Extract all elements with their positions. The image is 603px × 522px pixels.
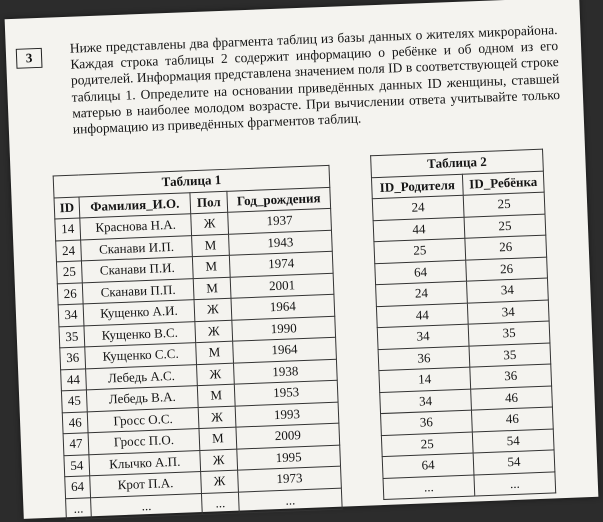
- table-2-cell: 14: [379, 367, 471, 392]
- table-1-cell: ...: [238, 488, 342, 513]
- table-2-cell: 35: [469, 343, 551, 368]
- table-2-cell: 24: [376, 281, 468, 306]
- table-1-cell: ...: [91, 493, 203, 519]
- table-1-cell: 26: [57, 282, 83, 304]
- table-1-cell: Гросс П.О.: [88, 429, 200, 455]
- table-2-cell: 44: [373, 217, 465, 242]
- table-1-cell: Кущенко В.С.: [84, 321, 196, 347]
- table-2-cell: 35: [468, 321, 550, 346]
- table-2-header-0: ID_Родителя: [371, 174, 463, 199]
- table-2-cell: 26: [465, 235, 547, 260]
- table-1-header-1: Фамилия_И.О.: [79, 192, 191, 218]
- table-1-cell: 1964: [233, 337, 337, 362]
- table-2-cell: 64: [382, 453, 474, 478]
- table-2-cell: 34: [467, 278, 549, 303]
- table-1-cell: 24: [56, 239, 82, 261]
- table-1-cell: Ж: [194, 298, 232, 321]
- table-2-cell: ...: [474, 471, 556, 496]
- table-1-cell: Краснова Н.А.: [80, 214, 192, 240]
- table-2-cell: 34: [467, 300, 549, 325]
- table-1-cell: 1953: [234, 380, 338, 405]
- table-1-caption: Таблица 1: [53, 165, 330, 197]
- table-1-cell: 1990: [232, 316, 336, 341]
- table-2-cell: 25: [374, 238, 466, 263]
- table-1-cell: 25: [56, 261, 82, 283]
- table-1-cell: М: [192, 255, 230, 278]
- table-1-cell: 1937: [228, 208, 332, 233]
- table-1-cell: Ж: [195, 320, 233, 343]
- table-2-cell: ...: [383, 475, 475, 500]
- table-1-cell: 1973: [238, 466, 342, 491]
- table-1-cell: 34: [58, 304, 84, 326]
- table-1-cell: Гросс О.С.: [87, 407, 199, 433]
- table-1-cell: 1974: [229, 251, 333, 276]
- table-1-cell: 1964: [231, 294, 335, 319]
- table-1-cell: 64: [65, 476, 91, 498]
- table-1-cell: 46: [62, 411, 88, 433]
- table-1-cell: 1993: [235, 402, 339, 427]
- table-2: [370, 149, 556, 500]
- table-1-cell: 36: [60, 347, 86, 369]
- table-2-cell: 46: [471, 407, 553, 432]
- table-1-cell: 1995: [237, 445, 341, 470]
- table-1-header-3: Год_рождения: [227, 187, 331, 212]
- table-2-caption: Таблица 2: [371, 149, 544, 177]
- table-1-cell: 54: [64, 454, 90, 476]
- table-1-cell: Кущенко А.И.: [83, 300, 195, 326]
- table-1-cell: Ж: [201, 470, 239, 493]
- table-1: [53, 165, 343, 520]
- table-2-cell: 34: [380, 389, 472, 414]
- exam-page: [5, 0, 599, 519]
- table-2-cell: 36: [470, 364, 552, 389]
- table-1-header-0: ID: [54, 196, 80, 218]
- table-2-cell: 34: [377, 324, 469, 349]
- table-1-cell: ...: [201, 492, 239, 515]
- table-2-cell: 26: [466, 257, 548, 282]
- table-2-cell: 64: [375, 260, 467, 285]
- table-1-cell: Клычко А.П.: [89, 450, 201, 476]
- table-1-cell: М: [196, 341, 234, 364]
- table-1-cell: 45: [61, 390, 87, 412]
- table-1-cell: 1943: [229, 230, 333, 255]
- table-1-cell: ...: [66, 497, 92, 519]
- table-2-cell: 54: [473, 450, 555, 475]
- table-1-cell: Сканави П.И.: [81, 257, 193, 283]
- task-number: 3: [16, 48, 43, 69]
- table-1-cell: Сканави И.П.: [81, 235, 193, 261]
- table-1-cell: Крот П.А.: [90, 472, 202, 498]
- table-1-cell: 47: [63, 433, 89, 455]
- table-1-header-2: Пол: [190, 191, 228, 214]
- task-text: Ниже представлены два фрагмента таблиц из базы данных о жителях микрорайона. Каждая строка таблицы 2 содержит информацию о ребёнке и об одном из его родителей. Информация представлена значением поля ID в соответствующей строке таблицы 1. Определите на основании приведённых данных ID женщины, ставшей матерью в наиболее молодом возрасте. При вычислении ответа учитывайте только информацию из приведённых фрагментов таблиц.: [69, 22, 561, 137]
- table-1-cell: М: [199, 427, 237, 450]
- table-1-cell: 2001: [230, 273, 334, 298]
- table-2-header-1: ID_Ребёнка: [462, 171, 544, 196]
- table-2-cell: 24: [372, 195, 464, 220]
- table-1-cell: Ж: [191, 212, 229, 235]
- table-2-cell: 36: [381, 410, 473, 435]
- table-1-cell: 35: [59, 325, 85, 347]
- table-1-cell: Ж: [200, 449, 238, 472]
- table-2-cell: 25: [463, 192, 545, 217]
- table-1-cell: Ж: [196, 363, 234, 386]
- table-2-cell: 54: [472, 428, 554, 453]
- table-1-cell: Лебедь В.А.: [86, 386, 198, 412]
- table-1-cell: Кущенко С.С.: [85, 343, 197, 369]
- table-1-cell: М: [193, 277, 231, 300]
- table-2-cell: 46: [471, 385, 553, 410]
- table-2-cell: 25: [381, 432, 473, 457]
- table-1-cell: Ж: [198, 406, 236, 429]
- table-1-cell: 14: [55, 218, 81, 240]
- table-2-cell: 44: [376, 303, 468, 328]
- table-1-cell: 2009: [236, 423, 340, 448]
- table-1-cell: 44: [61, 368, 87, 390]
- table-2-cell: 36: [378, 346, 470, 371]
- table-1-cell: М: [197, 384, 235, 407]
- table-1-cell: 1938: [233, 359, 337, 384]
- table-2-cell: 25: [464, 214, 546, 239]
- table-1-cell: М: [192, 234, 230, 257]
- table-1-cell: Лебедь А.С.: [86, 364, 198, 390]
- table-1-cell: Сканави П.П.: [82, 278, 194, 304]
